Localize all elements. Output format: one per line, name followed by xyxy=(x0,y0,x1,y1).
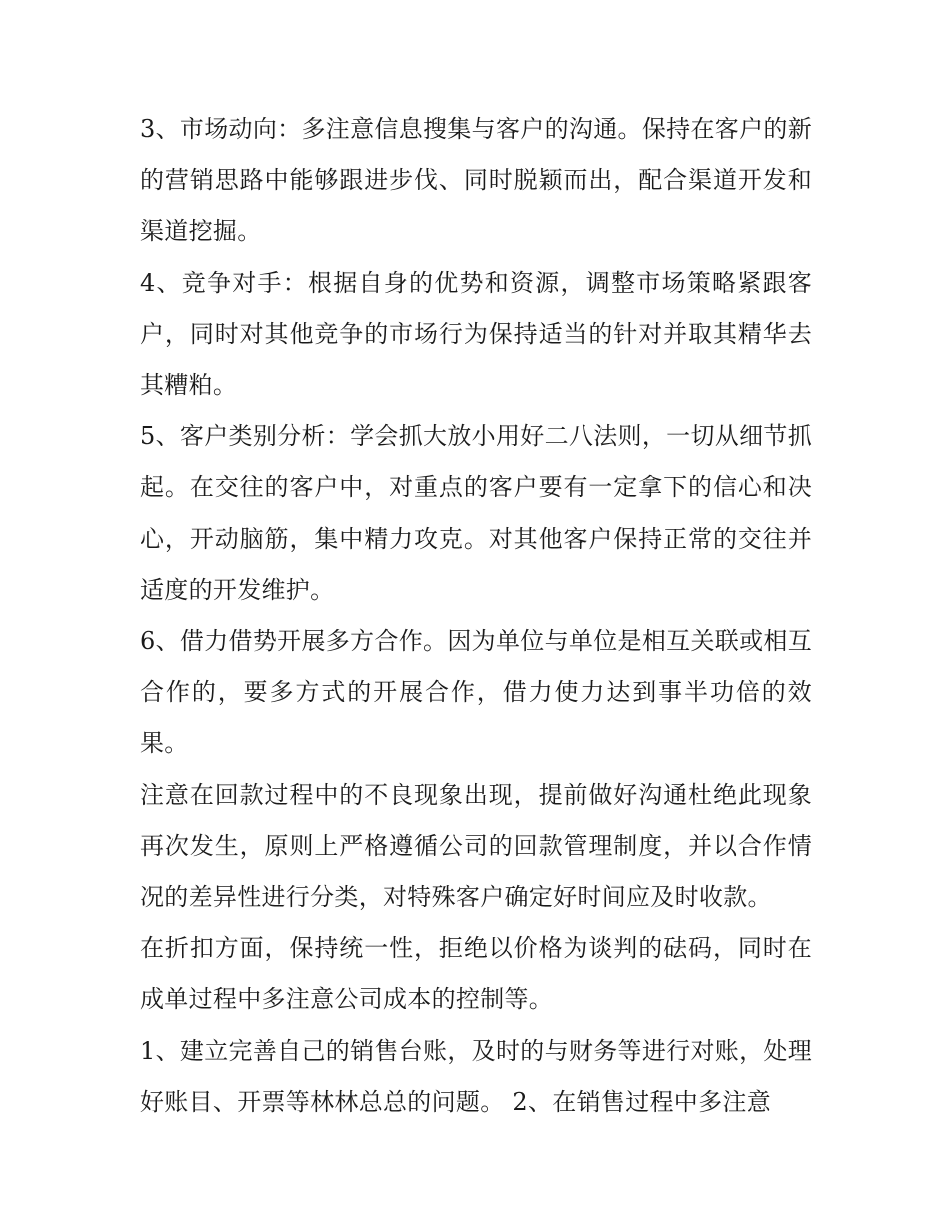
document-body xyxy=(140,104,812,1128)
paragraph-cooperation: 6、借力借势开展多方合作。因为单位与单位是相互关联或相互合作的，要多方式的开展合作，借力使力达到事半功倍的效果。 xyxy=(140,627,812,758)
paragraph-market-trends: 3、市场动向：多注意信息搜集与客户的沟通。保持在客户的新的营销思路中能够跟进步伐、同时脱颖而出，配合渠道开发和渠道挖掘。 xyxy=(140,115,812,246)
paragraph-competitors: 4、竞争对手：根据自身的优势和资源，调整市场策略紧跟客户，同时对其他竞争的市场行为保持适当的针对并取其精华去其糟粕。 xyxy=(140,268,812,400)
paragraph-payment-collection: 注意在回款过程中的不良现象出现，提前做好沟通杜绝此现象再次发生，原则上严格遵循公司的回款管理制度，并以合作情况的差异性进行分类，对特殊客户确定好时间应及时收款。 xyxy=(140,780,812,912)
paragraph-sales-ledger: 1、建立完善自己的销售台账，及时的与财务等进行对账，处理好账目、开票等林林总总的问题。 2、在销售过程中多注意 xyxy=(140,1036,812,1116)
paragraph-customer-analysis: 5、客户类别分析：学会抓大放小用好二八法则，一切从细节抓起。在交往的客户中，对重点的客户要有一定拿下的信心和决心，开动脑筋，集中精力攻克。对其他客户保持正常的交往并适度的开发维护。 xyxy=(140,422,812,604)
paragraph-discount: 在折扣方面，保持统一性，拒绝以价格为谈判的砝码，同时在成单过程中多注意公司成本的控制等。 xyxy=(140,934,812,1014)
